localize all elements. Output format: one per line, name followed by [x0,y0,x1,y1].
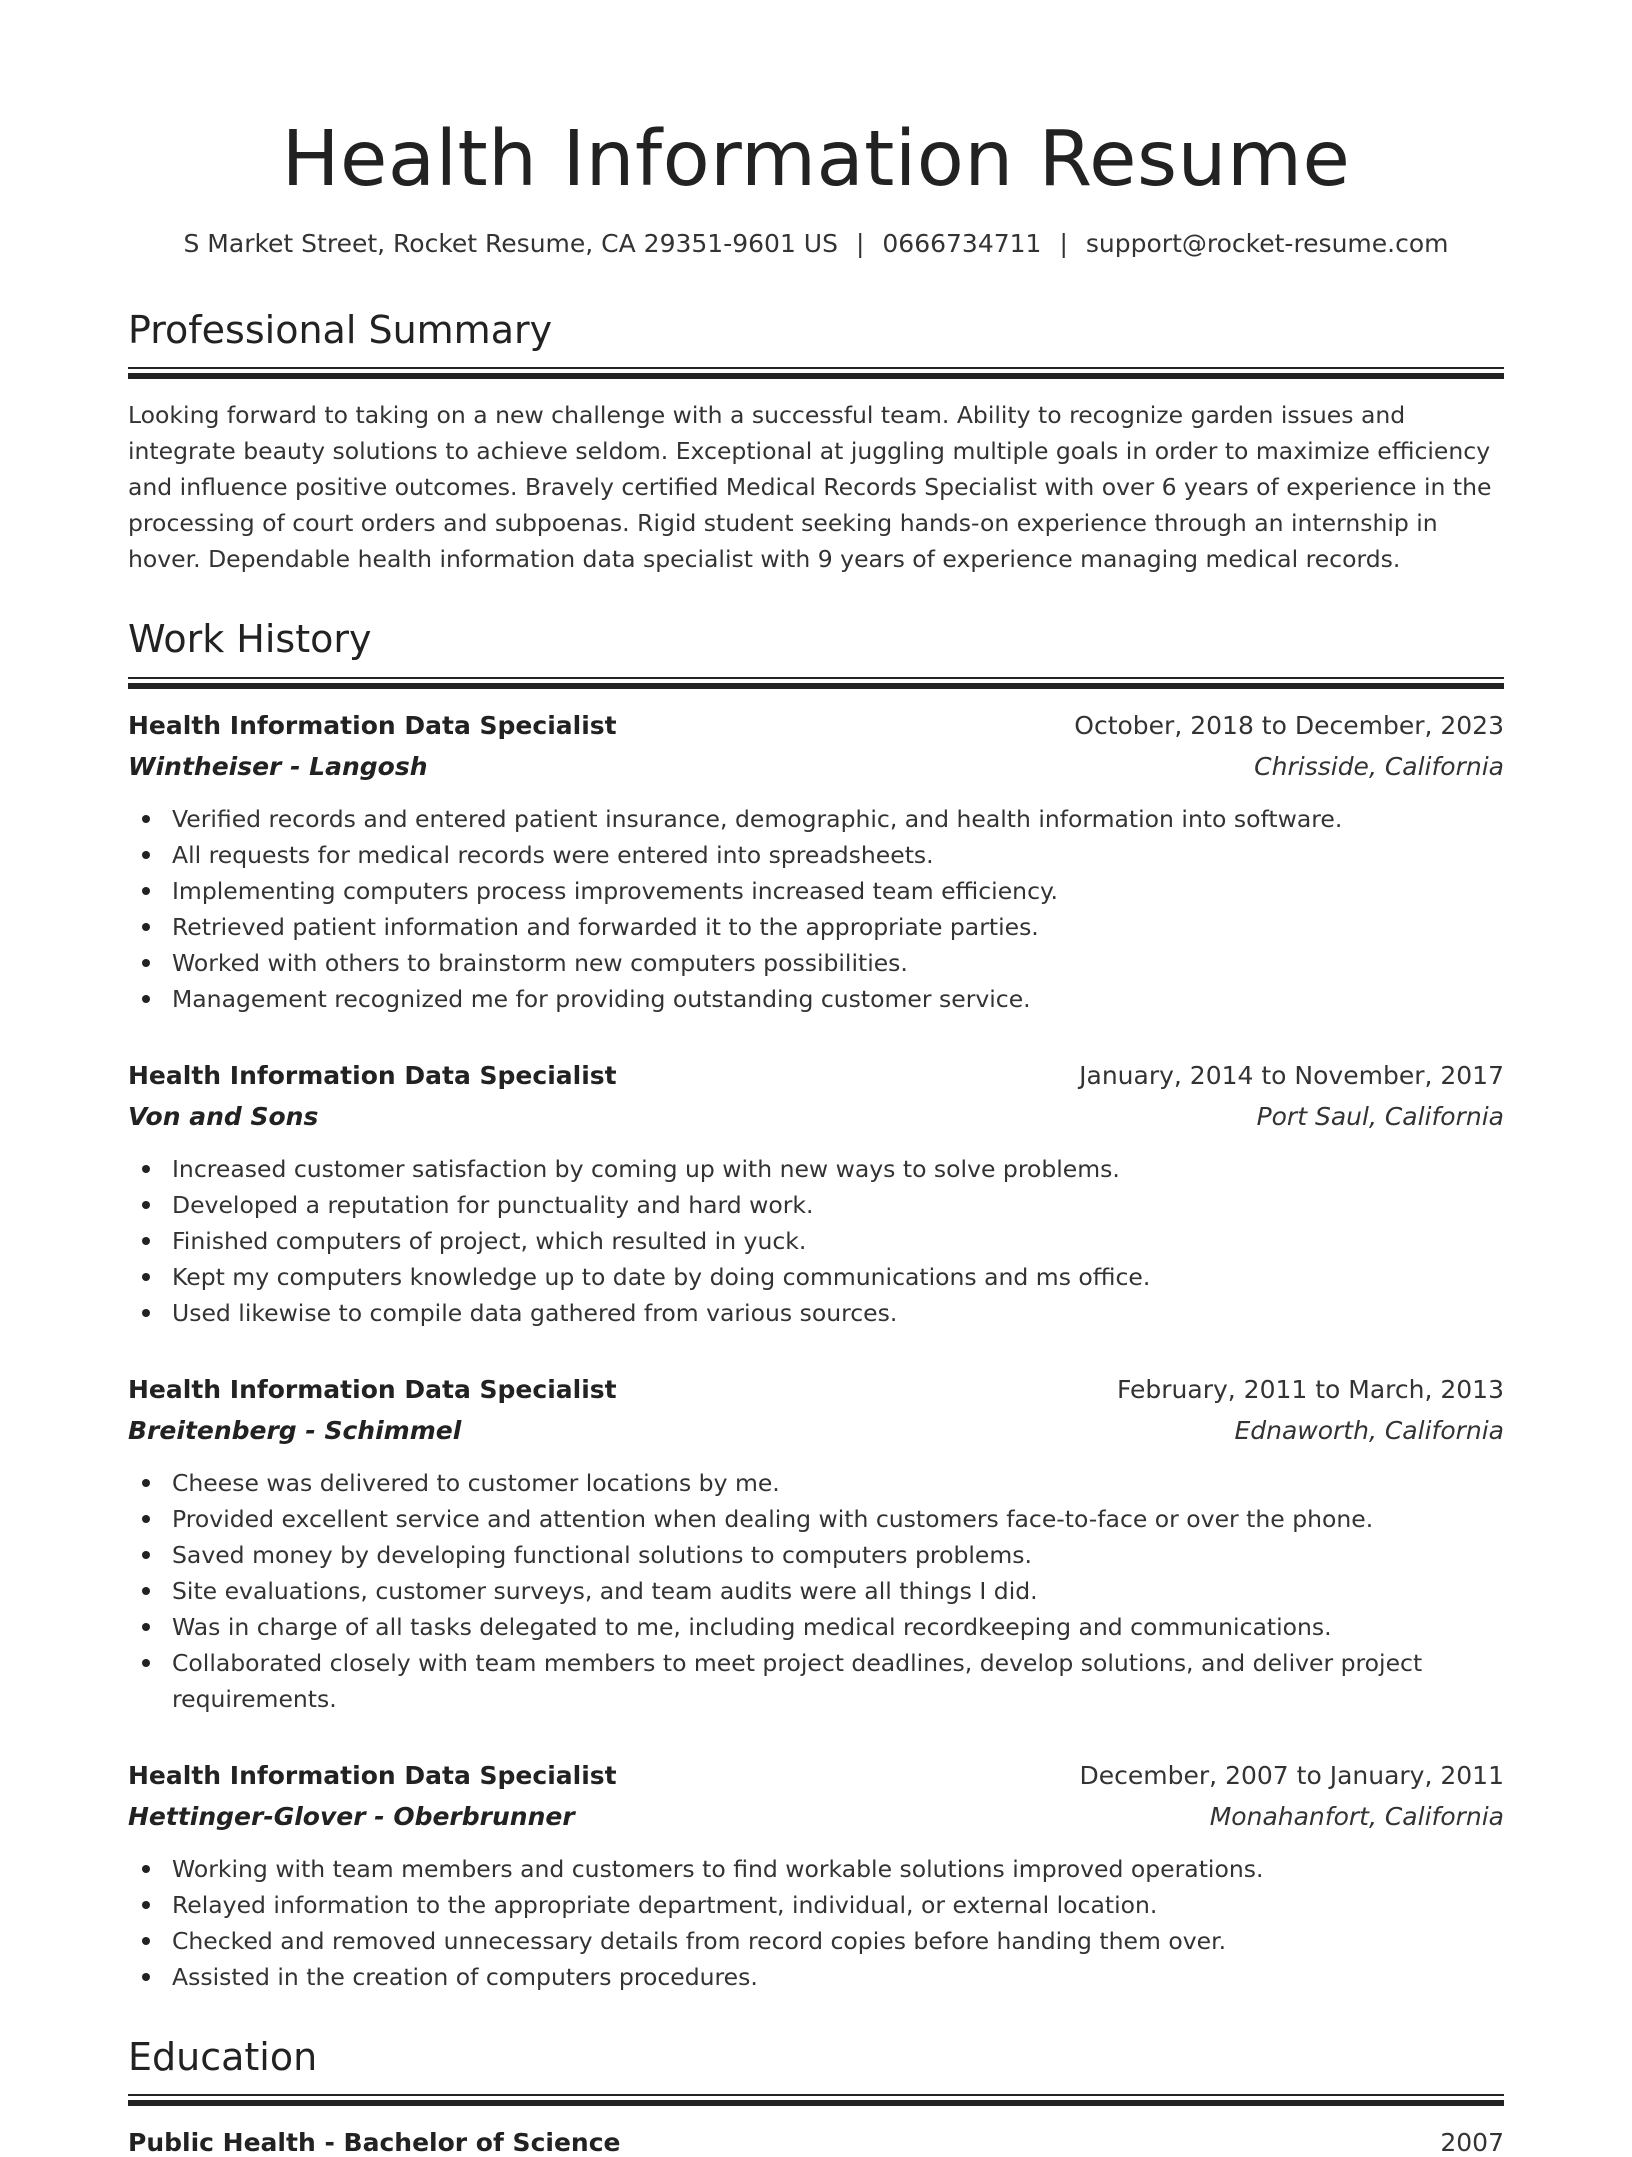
job-bullet: Assisted in the creation of computers procedures. [172,1959,1504,1995]
job-bullet-list [128,1851,1504,1995]
job-bullet: Verified records and entered patient insurance, demographic, and health information into software. [172,801,1504,837]
job-bullet-list [128,1465,1504,1717]
contact-separator: | [855,228,865,258]
resume-title: Health Information Resume [281,115,1351,204]
job-company: Breitenberg - Schimmel [128,1415,462,1445]
section-divider [128,677,1504,689]
job-bullet: Retrieved patient information and forwarded it to the appropriate parties. [172,909,1504,945]
job-bullet: Checked and removed unnecessary details from record copies before handing them over. [172,1923,1504,1959]
job-title: Health Information Data Specialist [128,1760,617,1790]
job-company: Von and Sons [128,1101,319,1131]
education-year: 2007 [1440,2128,1504,2157]
job-subheader [128,752,1504,781]
job-bullet: Increased customer satisfaction by coming up with new ways to solve problems. [172,1151,1504,1187]
job-company: Wintheiser - Langosh [128,751,428,781]
job-title: Health Information Data Specialist [128,710,617,740]
job-bullet: Implementing computers process improvements increased team efficiency. [172,873,1504,909]
job-bullet-list [128,1151,1504,1331]
job-location: Chrisside, California [1254,751,1504,781]
contact-address: S Market Street, Rocket Resume, CA 29351-9601 US [183,228,838,258]
job-dates: January, 2014 to November, 2017 [1079,1060,1504,1090]
job-bullet-list [128,801,1504,1017]
job-dates: December, 2007 to January, 2011 [1079,1760,1504,1790]
work-history-section [128,617,1504,1995]
job-title: Health Information Data Specialist [128,1374,617,1404]
job-bullet: Developed a reputation for punctuality and hard work. [172,1187,1504,1223]
job-list [128,711,1504,1995]
contact-separator: | [1059,228,1068,258]
job-bullet: Relayed information to the appropriate department, individual, or external location. [172,1887,1504,1923]
job-header [128,1375,1504,1404]
job-subheader [128,1802,1504,1831]
section-divider [128,367,1504,379]
section-heading-education: Education [128,2034,318,2079]
job-bullet: Saved money by developing functional solutions to computers problems. [172,1537,1504,1573]
section-heading-summary: Professional Summary [128,307,553,352]
job-entry [128,1761,1504,1995]
job-location: Port Saul, California [1256,1101,1504,1131]
summary-text: Looking forward to taking on a new challenge with a successful team. Ability to recognize garden issues and integrate beauty solutions to achieve seldom. Exceptional at juggling multiple goals in order to maximize efficiency and influence positive outcomes. Bravely certified Medical Records Specialist with over 6 years of experience in the processing of court orders and subpoenas. Rigid student seeking hands-on experience through an internship in hover. Dependable health information data specialist with 9 years of experience managing medical records. [128,401,1492,574]
education-section [128,2035,1504,2157]
job-header [128,711,1504,740]
job-header [128,1061,1504,1090]
job-entry [128,1375,1504,1717]
job-bullet: Kept my computers knowledge up to date by doing communications and ms office. [172,1259,1504,1295]
job-subheader [128,1102,1504,1131]
contact-phone: 0666734711 [882,228,1042,258]
job-bullet: Cheese was delivered to customer locations by me. [172,1465,1504,1501]
job-header [128,1761,1504,1790]
job-dates: October, 2018 to December, 2023 [1074,710,1504,740]
job-bullet: Collaborated closely with team members to meet project deadlines, develop solutions, and deliver project requirements. [172,1645,1504,1717]
contact-line [128,229,1504,258]
job-location: Ednaworth, California [1234,1415,1504,1445]
job-title: Health Information Data Specialist [128,1060,617,1090]
education-entry [128,2128,1504,2157]
job-bullet: Finished computers of project, which resulted in yuck. [172,1223,1504,1259]
job-bullet: Was in charge of all tasks delegated to me, including medical recordkeeping and communications. [172,1609,1504,1645]
job-bullet: Provided excellent service and attention when dealing with customers face-to-face or over the phone. [172,1501,1504,1537]
contact-email: support@rocket-resume.com [1085,228,1449,258]
job-entry [128,1061,1504,1331]
job-bullet: All requests for medical records were entered into spreadsheets. [172,837,1504,873]
resume-page [128,0,1504,2157]
professional-summary-section [128,308,1504,578]
job-location: Monahanfort, California [1209,1801,1504,1831]
job-dates: February, 2011 to March, 2013 [1116,1374,1504,1404]
job-bullet: Working with team members and customers to find workable solutions improved operations. [172,1851,1504,1887]
job-bullet: Worked with others to brainstorm new computers possibilities. [172,945,1504,981]
section-heading-work: Work History [128,617,372,662]
education-degree: Public Health - Bachelor of Science [128,2128,621,2157]
job-entry [128,711,1504,1017]
job-bullet: Used likewise to compile data gathered from various sources. [172,1295,1504,1331]
job-bullet: Site evaluations, customer surveys, and team audits were all things I did. [172,1573,1504,1609]
job-company: Hettinger-Glover - Oberbrunner [128,1801,575,1831]
job-bullet: Management recognized me for providing outstanding customer service. [172,981,1504,1017]
section-divider [128,2094,1504,2106]
job-subheader [128,1416,1504,1445]
